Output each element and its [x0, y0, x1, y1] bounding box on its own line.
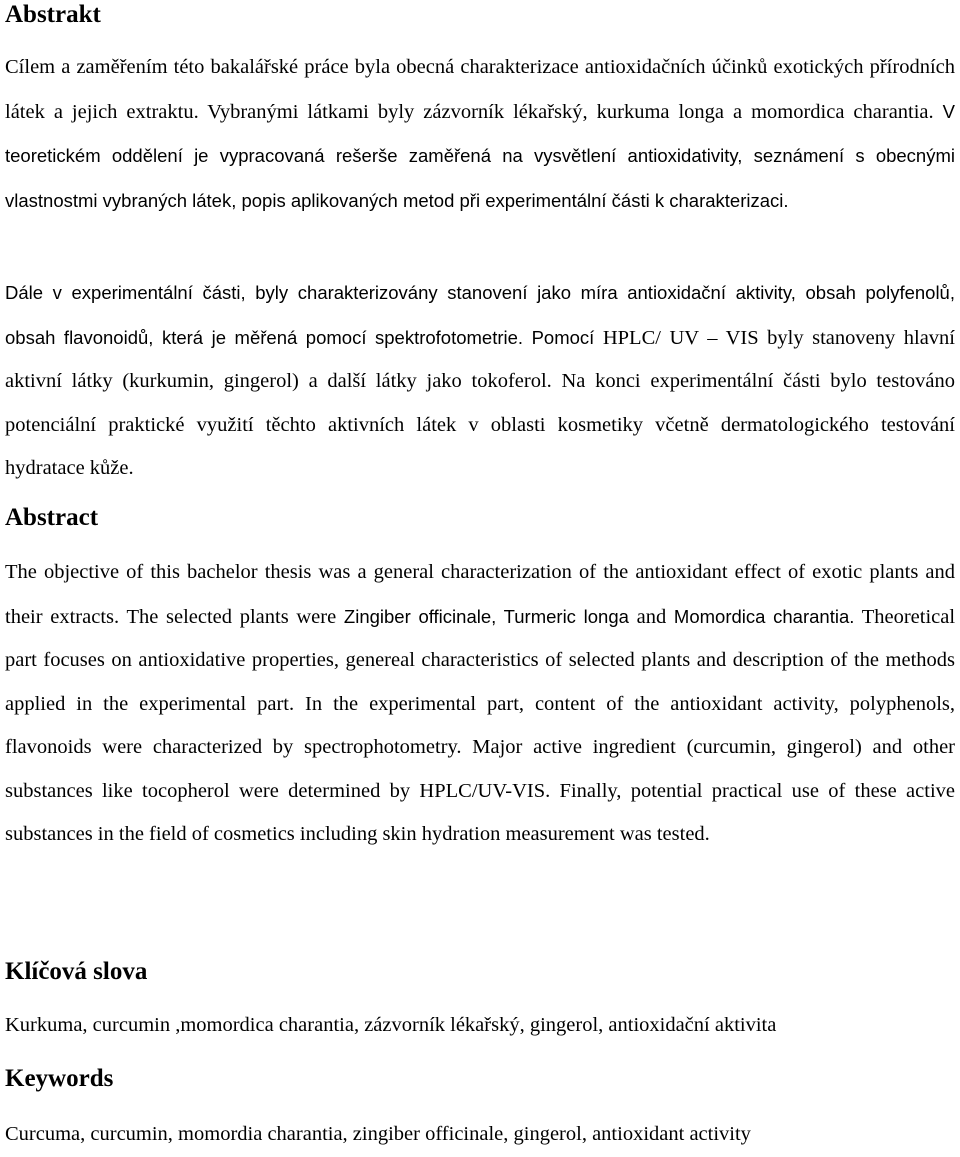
abstrakt-paragraph-1 [5, 46, 955, 223]
abstrakt-para2-serif-text: HPLC/ UV – VIS byly stanoveny hlavní aktivní látky (kurkumin, gingerol) a další látky jako tokoferol. Na konci experimentální části bylo testováno potenciální praktické využití těchto aktivních látek v oblasti kosmetiky včetně dermatologického testování hydratace kůže. [5, 326, 955, 479]
heading-abstrakt: Abstrakt [5, 1, 101, 28]
abstract-text-a: The objective of this bachelor thesis was a general characterization of the antioxidant effect of exotic plants and their extracts. The selected plants were [5, 561, 955, 628]
klicova-slova-text: Kurkuma, curcumin ,momordica charantia, zázvorník lékařský, gingerol, antioxidační aktivita [5, 1014, 777, 1036]
abstract-text-b: and [636, 605, 667, 628]
abstrakt-para1-sans-text: V teoretickém oddělení je vypracovaná rešerše zaměřená na vysvětlení antioxidativity, seznámení s obecnými vlastnostmi vybraných látek, popis aplikovaných metod při experimentální části k charakterizaci. [5, 100, 955, 211]
abstract-paragraph [5, 551, 955, 857]
abstrakt-para2-sans-text: Dále v experimentální části, byly charakterizovány stanovení jako míra antioxidační aktivity, obsah polyfenolů, obsah flavonoidů, která je měřená pomocí spektrofotometrie. Pomocí [5, 282, 955, 348]
heading-keywords: Keywords [5, 1065, 114, 1092]
abstract-plants-sans-2: Momordica charantia. [673, 605, 855, 627]
abstrakt-para1-serif-text: Cílem a zaměřením této bakalářské práce byla obecná charakterizace antioxidačních účinků exotických přírodních látek a jejich extraktu. Vybranými látkami byly zázvorník lékařský, kurkuma longa a momordica charantia. [5, 56, 955, 123]
abstract-plants-sans-1: Zingiber officinale, Turmeric longa [343, 605, 629, 627]
heading-klicova-slova: Klíčová slova [5, 958, 148, 985]
heading-abstract: Abstract [5, 504, 99, 531]
keywords-text: Curcuma, curcumin, momordia charantia, zingiber officinale, gingerol, antioxidant activity [5, 1123, 751, 1145]
abstract-text-c: Theoretical part focuses on antioxidative properties, genereal characteristics of selected plants and description of the methods applied in the experimental part. In the experimental part, content of the antioxidant activity, polyphenols, flavonoids were characterized by spectrophotometry. Major active ingredient (curcumin, gingerol) and other substances like tocopherol were determined by HPLC/UV-VIS. Finally, potential practical use of these active substances in the field of cosmetics including skin hydration measurement was tested. [5, 605, 956, 845]
abstrakt-paragraph-2 [5, 271, 955, 491]
